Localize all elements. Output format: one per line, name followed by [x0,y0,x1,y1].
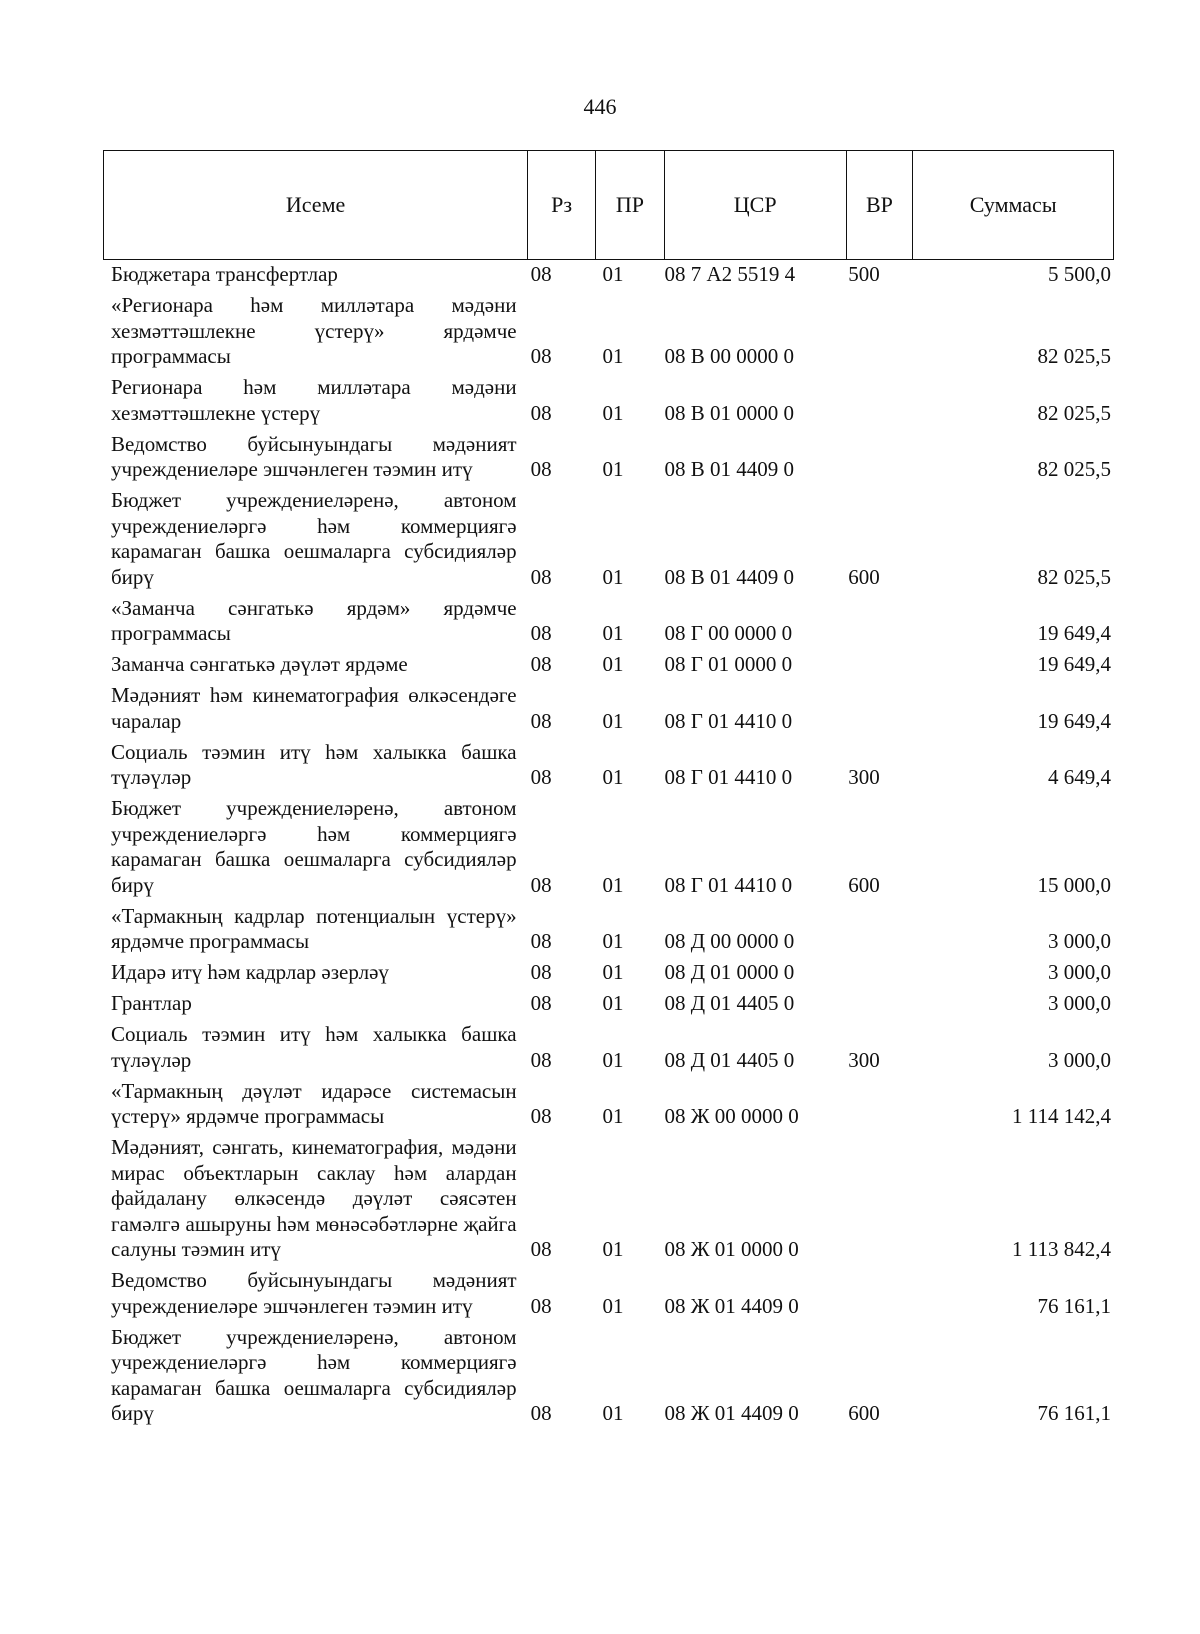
row-pr: 01 [602,872,624,897]
row-pr: 01 [602,765,624,789]
row-rz: 08 [530,960,552,984]
table-row [111,904,1111,955]
row-name: «Заманча сәнгатькә ярдәм» ярдәмче программасы [111,595,517,645]
table-row [111,1325,1111,1427]
header-name: Исеме [104,151,528,259]
row-rz: 08 [530,872,552,897]
row-name: Социаль тәэмин итү һәм халыкка башка түләүләр [111,1022,517,1072]
table-row [111,375,1111,426]
row-pr: 01 [602,1047,624,1072]
row-pr: 01 [602,1237,624,1261]
row-csr: 08 Ж 00 0000 0 [664,1104,799,1128]
row-rz: 08 [530,400,552,425]
row-name: Заманча сәнгатькә дәүләт ярдәме [111,652,408,676]
row-name: Ведомство буйсынуындагы мәдәният учреждениеләре эшчәнлеген тәэмин итү [111,431,517,481]
header-rz: Рз [528,151,596,259]
table-header [103,150,1114,260]
row-sum: 19 649,4 [1037,708,1111,733]
row-vr: 600 [848,1401,880,1425]
row-vr: 600 [848,564,880,589]
row-name: Мәдәният, сәнгать, кинематография, мәдәни мирас объектларын саклау һәм алардан файдалану өлкәсендә дәүләт сәясәтен гамәлгә ашыруны һәм мөнәсәбәтләрне җайга салуны тәэмин итү [111,1135,517,1261]
row-sum: 1 113 842,4 [1012,1237,1111,1261]
row-rz: 08 [530,929,552,953]
row-pr: 01 [602,344,624,368]
row-vr: 300 [848,1047,880,1072]
row-csr: 08 Г 01 4410 0 [664,708,793,733]
row-name: Социаль тәэмин итү һәм халыкка башка түләүләр [111,739,517,789]
row-rz: 08 [530,621,552,645]
row-rz: 08 [530,708,552,733]
table-row [111,262,1111,288]
row-csr: 08 Г 01 0000 0 [664,652,793,676]
row-sum: 76 161,1 [1037,1293,1111,1318]
table-row [111,596,1111,647]
row-sum: 15 000,0 [1037,872,1111,897]
row-name: «Тармакның дәүләт идарәсе системасын үстерү» ярдәмче программасы [111,1078,517,1128]
row-pr: 01 [602,564,624,589]
row-pr: 01 [602,652,624,676]
table-row [111,488,1111,590]
table-row [111,432,1111,483]
table-body [111,262,1111,1432]
row-sum: 3 000,0 [1047,960,1111,984]
row-sum: 1 114 142,4 [1012,1104,1111,1128]
row-vr: 600 [848,872,880,897]
row-pr: 01 [602,621,624,645]
row-sum: 82 025,5 [1037,457,1111,481]
row-sum: 3 000,0 [1047,991,1111,1015]
header-sum: Суммасы [969,192,1057,217]
row-pr: 01 [602,1293,624,1318]
row-pr: 01 [602,262,624,286]
table-row [111,293,1111,370]
table-row [111,1135,1111,1263]
table-row [111,652,1111,678]
row-name: Ведомство буйсынуындагы мәдәният учреждениеләре эшчәнлеген тәэмин итү [111,1268,517,1318]
row-pr: 01 [602,1401,624,1425]
row-rz: 08 [530,1047,552,1072]
table-row [111,1022,1111,1073]
row-rz: 08 [530,1104,552,1128]
header-pr: ПР [596,151,665,259]
row-csr: 08 Д 00 0000 0 [664,929,795,953]
row-csr: 08 В 01 4409 0 [664,564,794,589]
row-vr: 500 [848,262,880,286]
row-name: «Тармакның кадрлар потенциалын үстерү» ярдәмче программасы [111,903,517,953]
row-name: Мәдәният һәм кинематография өлкәсендәге чаралар [111,683,517,733]
row-csr: 08 Г 01 4410 0 [664,765,793,789]
table-row [111,960,1111,986]
row-sum: 19 649,4 [1037,652,1111,676]
row-pr: 01 [602,1104,624,1128]
row-pr: 01 [602,400,624,425]
row-sum: 3 000,0 [1047,929,1111,953]
row-sum: 82 025,5 [1037,344,1111,368]
row-rz: 08 [530,564,552,589]
row-csr: 08 В 00 0000 0 [664,344,794,368]
table-row [111,740,1111,791]
row-pr: 01 [602,991,624,1015]
row-csr: 08 Г 00 0000 0 [664,621,793,645]
row-sum: 19 649,4 [1037,621,1111,645]
row-name: Грантлар [111,991,192,1015]
row-sum: 4 649,4 [1047,765,1111,789]
row-rz: 08 [530,652,552,676]
row-csr: 08 Д 01 0000 0 [664,960,795,984]
row-rz: 08 [530,344,552,368]
row-csr: 08 7 А2 5519 4 [664,262,796,286]
row-sum: 5 500,0 [1047,262,1111,286]
table-row [111,991,1111,1017]
row-rz: 08 [530,991,552,1015]
row-pr: 01 [602,960,624,984]
row-rz: 08 [530,765,552,789]
row-csr: 08 Д 01 4405 0 [664,991,795,1015]
table-row [111,1079,1111,1130]
page-number: 446 [583,94,617,119]
row-rz: 08 [530,457,552,481]
row-csr: 08 Ж 01 0000 0 [664,1237,799,1261]
row-name: Бюджетара трансфертлар [111,262,338,286]
row-name: Бюджет учреждениеләренә, автоном учреждениеләргә һәм коммерциягә карамаган башка оешмаларга субсидияләр бирү [111,796,517,897]
row-sum: 76 161,1 [1037,1401,1111,1425]
row-rz: 08 [530,1293,552,1318]
table-row [111,796,1111,898]
row-sum: 82 025,5 [1037,564,1111,589]
row-vr: 300 [848,765,880,789]
header-vr: ВР [847,151,914,259]
row-csr: 08 В 01 4409 0 [664,457,794,481]
row-name: Бюджет учреждениеләренә, автоном учреждениеләргә һәм коммерциягә карамаган башка оешмаларга субсидияләр бирү [111,1324,517,1425]
row-csr: 08 Г 01 4410 0 [664,872,793,897]
row-name: Идарә итү һәм кадрлар әзерләү [111,960,389,984]
row-csr: 08 Ж 01 4409 0 [664,1401,799,1425]
row-pr: 01 [602,929,624,953]
row-name: Регионара һәм милләтара мәдәни хезмәттәшлекне үстерү [111,375,517,425]
row-pr: 01 [602,457,624,481]
row-rz: 08 [530,1237,552,1261]
row-rz: 08 [530,262,552,286]
row-sum: 3 000,0 [1047,1047,1111,1072]
row-sum: 82 025,5 [1037,400,1111,425]
table-row [111,683,1111,734]
row-csr: 08 В 01 0000 0 [664,400,794,425]
header-csr: ЦСР [665,151,847,259]
row-pr: 01 [602,708,624,733]
row-name: «Регионара һәм милләтара мәдәни хезмәттәшлекне үстерү» ярдәмче программасы [111,293,517,368]
row-csr: 08 Ж 01 4409 0 [664,1293,799,1318]
row-rz: 08 [530,1401,552,1425]
row-csr: 08 Д 01 4405 0 [664,1047,795,1072]
row-name: Бюджет учреждениеләренә, автоном учреждениеләргә һәм коммерциягә карамаган башка оешмаларга субсидияләр бирү [111,488,517,589]
table-row [111,1268,1111,1319]
